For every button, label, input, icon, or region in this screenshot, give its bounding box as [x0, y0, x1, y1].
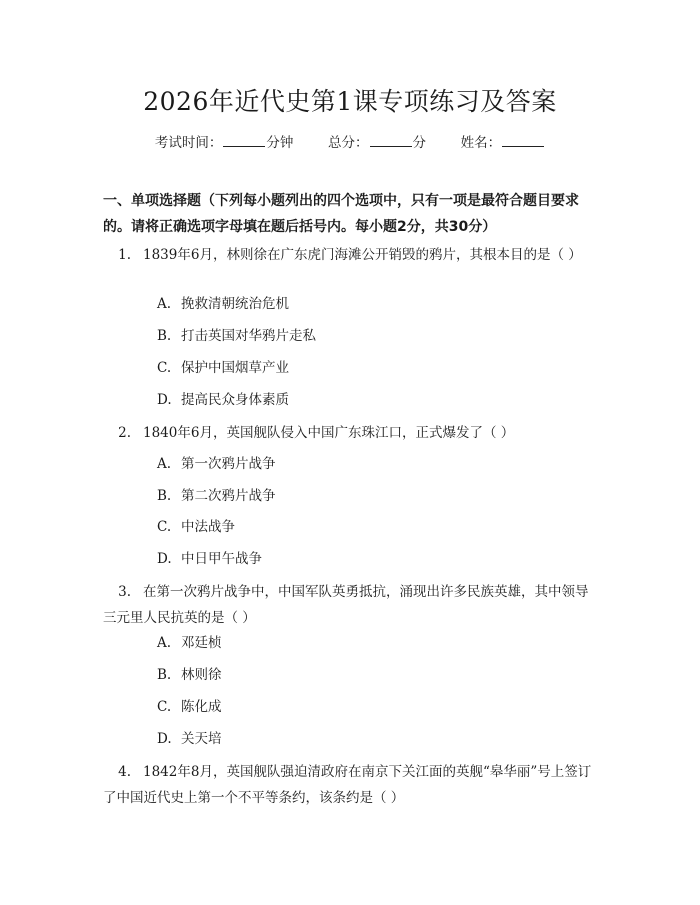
- option-text: 打击英国对华鸦片走私: [181, 328, 316, 344]
- option-label: B.: [157, 488, 172, 504]
- score-unit: 分: [412, 135, 426, 151]
- option: [157, 665, 222, 685]
- question-1: [103, 242, 600, 268]
- score-blank: [370, 134, 412, 147]
- option-text: 第一次鸦片战争: [181, 456, 276, 472]
- option: [157, 729, 222, 749]
- option: [157, 294, 289, 314]
- question-text: 在第一次鸦片战争中，中国军队英勇抵抗，涌现出许多民族英雄，其中领导三元里人民抗英的是（ ）: [103, 584, 589, 626]
- score-label: 总分：: [328, 135, 369, 151]
- option: [157, 390, 289, 410]
- exam-info-line: [0, 131, 700, 151]
- option-label: A.: [157, 635, 172, 651]
- option: [157, 454, 276, 474]
- name-blank: [502, 134, 544, 147]
- option: [157, 633, 222, 653]
- option-text: 邓廷桢: [181, 635, 222, 651]
- option: [157, 486, 276, 506]
- option-text: 林则徐: [181, 667, 222, 683]
- option-label: D.: [157, 392, 172, 408]
- option: [157, 697, 222, 717]
- option-label: C.: [157, 519, 172, 535]
- option-text: 挽救清朝统治危机: [181, 296, 289, 312]
- time-blank: [223, 134, 265, 147]
- question-number: 1.: [118, 247, 131, 263]
- time-unit: 分钟: [266, 135, 294, 151]
- page-title: 2026年近代史第1课专项练习及答案: [143, 87, 557, 116]
- option-label: D.: [157, 551, 172, 567]
- option-text: 中日甲午战争: [181, 551, 262, 567]
- option-label: A.: [157, 456, 172, 472]
- question-text: 1842年8月，英国舰队强迫清政府在南京下关江面的英舰“皋华丽”号上签订了中国近代史上第一个不平等条约，该条约是（ ）: [103, 764, 592, 806]
- option-text: 中法战争: [181, 519, 235, 535]
- section-heading: 一、单项选择题（下列每小题列出的四个选项中，只有一项是最符合题目要求的。请将正确选项字母填在题后括号内。每小题2分，共30分）: [103, 193, 579, 235]
- option-label: D.: [157, 731, 172, 747]
- option-text: 关天培: [181, 731, 222, 747]
- option-label: A.: [157, 296, 172, 312]
- option-label: C.: [157, 360, 172, 376]
- time-label: 考试时间：: [154, 135, 223, 151]
- option-label: B.: [157, 328, 172, 344]
- question-4: [103, 759, 600, 811]
- option: [157, 517, 235, 537]
- option-label: C.: [157, 699, 172, 715]
- question-2: [103, 420, 600, 446]
- option-text: 提高民众身体素质: [181, 392, 289, 408]
- name-label: 姓名：: [460, 135, 502, 151]
- question-number: 3.: [118, 584, 131, 600]
- option: [157, 326, 316, 346]
- option-label: B.: [157, 667, 172, 683]
- question-3: [103, 579, 600, 631]
- option: [157, 549, 262, 569]
- question-text: 1840年6月，英国舰队侵入中国广东珠江口，正式爆发了（ ）: [143, 425, 515, 441]
- question-text: 1839年6月，林则徐在广东虎门海滩公开销毁的鸦片，其根本目的是（ ）: [143, 247, 582, 263]
- option-text: 第二次鸦片战争: [181, 488, 276, 504]
- question-number: 2.: [118, 425, 131, 441]
- option-text: 陈化成: [181, 699, 222, 715]
- question-number: 4.: [118, 764, 131, 780]
- option-text: 保护中国烟草产业: [181, 360, 289, 376]
- option: [157, 358, 289, 378]
